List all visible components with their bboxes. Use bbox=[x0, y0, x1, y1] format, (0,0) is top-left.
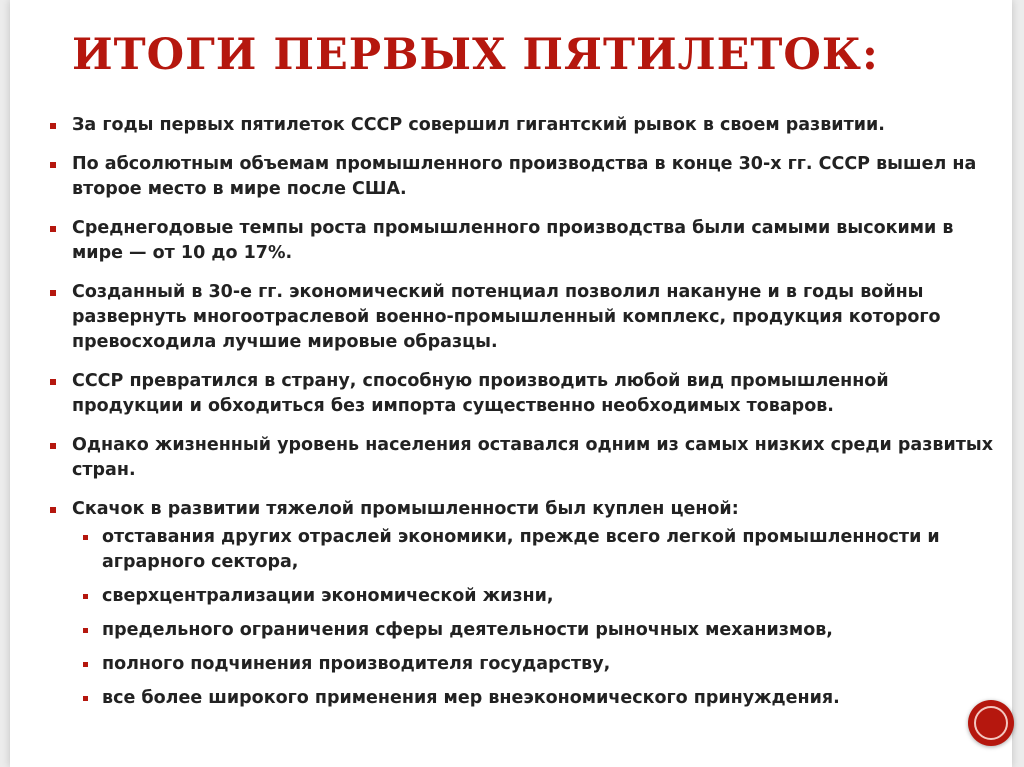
circle-ornament-icon bbox=[968, 700, 1014, 746]
slide bbox=[10, 0, 1012, 767]
bullet-item-with-sublist bbox=[50, 497, 1000, 711]
bullet-item: Созданный в 30-е гг. экономический потенциал позволил накануне и в годы войны развернуть многоотраслевой военно-промышленный комплекс, продукция которого превосходила лучшие мировые образцы. bbox=[50, 280, 1000, 355]
bullet-item: СССР превратился в страну, способную производить любой вид промышленной продукции и обходиться без импорта существенно необходимых товаров. bbox=[50, 369, 1000, 419]
sub-bullet-item: сверхцентрализации экономической жизни, bbox=[72, 584, 1000, 609]
bullet-item-text: Скачок в развитии тяжелой промышленности был куплен ценой: bbox=[72, 499, 739, 519]
sub-bullet-list bbox=[72, 525, 1000, 711]
bullet-item: Среднегодовые темпы роста промышленного производства были самыми высокими в мире — от 10 до 17%. bbox=[50, 216, 1000, 266]
bullet-list bbox=[50, 113, 1000, 725]
bullet-item: Однако жизненный уровень населения оставался одним из самых низких среди развитых стран. bbox=[50, 433, 1000, 483]
sub-bullet-item: предельного ограничения сферы деятельности рыночных механизмов, bbox=[72, 618, 1000, 643]
slide-title: ИТОГИ ПЕРВЫХ ПЯТИЛЕТОК: bbox=[72, 30, 879, 80]
bullet-item: За годы первых пятилеток СССР совершил гигантский рывок в своем развитии. bbox=[50, 113, 1000, 138]
sub-bullet-item: все более широкого применения мер внеэкономического принуждения. bbox=[72, 686, 1000, 711]
bullet-item: По абсолютным объемам промышленного производства в конце 30-х гг. СССР вышел на второе место в мире после США. bbox=[50, 152, 1000, 202]
sub-bullet-item: отставания других отраслей экономики, прежде всего легкой промышленности и аграрного сектора, bbox=[72, 525, 1000, 575]
sub-bullet-item: полного подчинения производителя государству, bbox=[72, 652, 1000, 677]
